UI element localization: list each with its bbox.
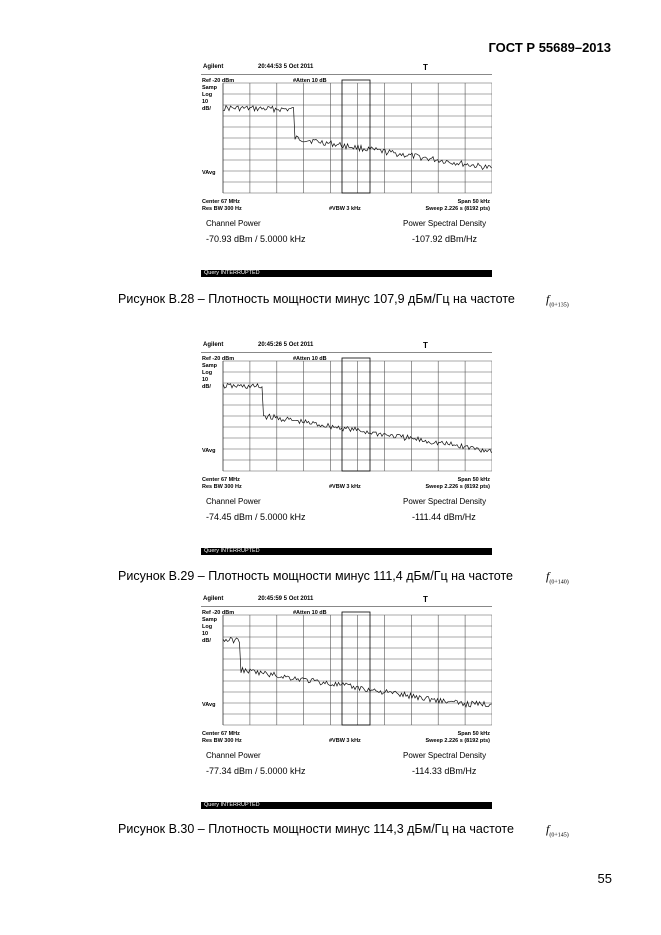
spectrum-plot: [201, 610, 492, 731]
formula-subscript: (0+145): [549, 832, 569, 839]
figure-caption: Рисунок В.30 – Плотность мощности минус 114,3 дБм/Гц на частоте: [118, 822, 514, 836]
span: Span 50 kHz: [457, 199, 490, 205]
agilent-logo: Agilent: [203, 64, 224, 70]
scale-log: Log: [202, 624, 213, 630]
center-freq: Center 67 MHz: [202, 477, 240, 483]
scale-unit: dB/: [202, 106, 211, 112]
measurement-panel: [201, 497, 492, 535]
vbw: #VBW 3 kHz: [329, 206, 361, 212]
channel-window: [342, 612, 370, 725]
trigger-marker: T: [423, 595, 428, 604]
detector-samp: Samp: [202, 617, 217, 623]
analyzer-topbar: [201, 64, 492, 75]
psd-label: Power Spectral Density: [403, 751, 487, 760]
psd-value: -107.92 dBm/Hz: [412, 234, 478, 244]
bw-line: [201, 484, 492, 491]
page-number: 55: [597, 871, 612, 886]
attenuation: #Atten 10 dB: [293, 610, 327, 616]
channel-power-value: -74.45 dBm / 5.0000 kHz: [206, 512, 306, 522]
res-bw: Res BW 300 Hz: [202, 206, 242, 212]
channel-window: [342, 358, 370, 471]
psd-label: Power Spectral Density: [403, 219, 487, 228]
vavg-label: VAvg: [202, 448, 216, 454]
sweep: Sweep 2.226 s (8192 pts): [425, 206, 490, 212]
trigger-marker: T: [423, 63, 428, 72]
bw-line: [201, 738, 492, 745]
scale-unit: dB/: [202, 384, 211, 390]
measurement-panel: [201, 751, 492, 789]
document-header: ГОСТ Р 55689–2013: [488, 40, 611, 55]
status-bar: Query INTERRUPTED: [201, 802, 492, 809]
ref-level: Ref -20 dBm: [202, 610, 235, 616]
analyzer-screenshot-1: [201, 64, 492, 257]
span: Span 50 kHz: [457, 477, 490, 483]
formula-subscript: (0+140): [549, 579, 569, 586]
spectrum-trace-svg: [201, 610, 492, 731]
channel-power-label: Channel Power: [206, 497, 261, 506]
attenuation: #Atten 10 dB: [293, 356, 327, 362]
formula-f: f: [546, 822, 550, 836]
psd-value: -114.33 dBm/Hz: [412, 766, 477, 776]
analyzer-timestamp: 20:45:26 5 Oct 2011: [258, 342, 314, 348]
frequency-formula: [546, 292, 569, 308]
agilent-logo: Agilent: [203, 342, 224, 348]
spectrum-plot: [201, 356, 492, 477]
spectrum-plot: [201, 78, 492, 199]
res-bw: Res BW 300 Hz: [202, 738, 242, 744]
analyzer-screenshot-3: [201, 596, 492, 789]
psd-label: Power Spectral Density: [403, 497, 487, 506]
formula-subscript: (0+135): [549, 302, 569, 309]
vbw: #VBW 3 kHz: [329, 484, 361, 490]
vbw: #VBW 3 kHz: [329, 738, 361, 744]
detector-samp: Samp: [202, 85, 217, 91]
channel-power-value: -77.34 dBm / 5.0000 kHz: [206, 766, 306, 776]
spectrum-trace-svg: [201, 356, 492, 477]
formula-f: f: [546, 292, 550, 306]
sweep: Sweep 2.226 s (8192 pts): [425, 484, 490, 490]
analyzer-timestamp: 20:44:53 5 Oct 2011: [258, 64, 314, 70]
channel-power-label: Channel Power: [206, 751, 261, 760]
analyzer-timestamp: 20:45:59 5 Oct 2011: [258, 596, 314, 602]
freq-line: [201, 477, 492, 484]
sweep: Sweep 2.226 s (8192 pts): [425, 738, 490, 744]
channel-window: [342, 80, 370, 193]
scale-value: 10: [202, 631, 209, 637]
vavg-label: VAvg: [202, 170, 216, 176]
res-bw: Res BW 300 Hz: [202, 484, 242, 490]
frequency-formula: [546, 569, 569, 585]
scale-value: 10: [202, 99, 209, 105]
attenuation: #Atten 10 dB: [293, 78, 327, 84]
freq-line: [201, 199, 492, 206]
vavg-label: VAvg: [202, 702, 216, 708]
status-bar: Query INTERRUPTED: [201, 270, 492, 277]
measurement-panel: [201, 219, 492, 257]
channel-power-label: Channel Power: [206, 219, 261, 228]
figure-caption: Рисунок В.28 – Плотность мощности минус 107,9 дБм/Гц на частоте: [118, 292, 515, 306]
frequency-formula: [546, 822, 569, 838]
analyzer-topbar: [201, 342, 492, 353]
span: Span 50 kHz: [457, 731, 490, 737]
channel-power-value: -70.93 dBm / 5.0000 kHz: [206, 234, 306, 244]
spectrum-trace-svg: [201, 78, 492, 199]
status-bar: Query INTERRUPTED: [201, 548, 492, 555]
figure-caption: Рисунок В.29 – Плотность мощности минус 111,4 дБм/Гц на частоте: [118, 569, 513, 583]
detector-samp: Samp: [202, 363, 217, 369]
center-freq: Center 67 MHz: [202, 731, 240, 737]
analyzer-topbar: [201, 596, 492, 607]
freq-line: [201, 731, 492, 738]
formula-f: f: [546, 569, 550, 583]
bw-line: [201, 206, 492, 213]
scale-unit: dB/: [202, 638, 211, 644]
psd-value: -111.44 dBm/Hz: [412, 512, 476, 522]
analyzer-screenshot-2: [201, 342, 492, 535]
ref-level: Ref -20 dBm: [202, 78, 235, 84]
agilent-logo: Agilent: [203, 596, 224, 602]
center-freq: Center 67 MHz: [202, 199, 240, 205]
scale-log: Log: [202, 92, 213, 98]
scale-value: 10: [202, 377, 209, 383]
ref-level: Ref -20 dBm: [202, 356, 235, 362]
scale-log: Log: [202, 370, 213, 376]
trigger-marker: T: [423, 341, 428, 350]
